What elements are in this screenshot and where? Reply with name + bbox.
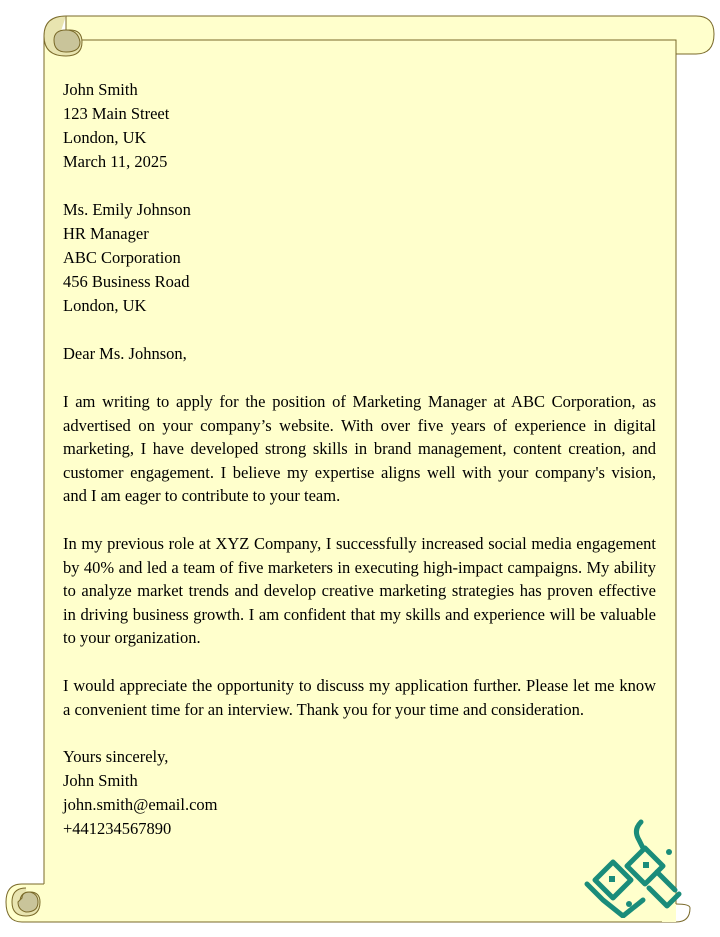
email-address: john.smith@email.com — [63, 795, 218, 815]
recipient-street: 456 Business Road — [63, 272, 190, 291]
sender-city: London, UK — [63, 128, 147, 147]
sender-name: John Smith — [63, 80, 138, 99]
phone-number: +441234567890 — [63, 819, 172, 839]
recipient-city: London, UK — [63, 296, 147, 315]
recipient-name: Ms. Emily Johnson — [63, 200, 191, 219]
valediction: Yours sincerely, — [63, 747, 169, 767]
body-paragraph-1: I am writing to apply for the position of Marketing Manager at ABC Corporation, as advertised on your company’s website. With over five years of experience in digital marketing, I have developed strong skills in brand management, content creation, and customer engagement. I believe my expertise aligns well with your company's vision, and I am eager to contribute to your team. — [63, 392, 656, 506]
signature-name: John Smith — [63, 771, 138, 791]
salutation: Dear Ms. Johnson, — [63, 344, 187, 363]
letter-content — [63, 78, 656, 841]
letter-date: March 11, 2025 — [63, 152, 168, 171]
calligraphy-logo-icon — [583, 818, 683, 918]
body-paragraph-2: In my previous role at XYZ Company, I successfully increased social media engagement by 40% and led a team of five marketers in executing high-impact campaigns. My ability to analyze market trends and develop creative marketing strategies has proven effective in driving business growth. I am confident that my skills and experience will be valuable to your organization. — [63, 533, 656, 648]
sender-street: 123 Main Street — [63, 104, 170, 123]
body-paragraph-3: I would appreciate the opportunity to discuss my application further. Please let me know a convenient time for an interview. Thank you for your time and consideration. — [63, 675, 656, 719]
recipient-company: ABC Corporation — [63, 248, 181, 267]
recipient-title: HR Manager — [63, 224, 149, 243]
